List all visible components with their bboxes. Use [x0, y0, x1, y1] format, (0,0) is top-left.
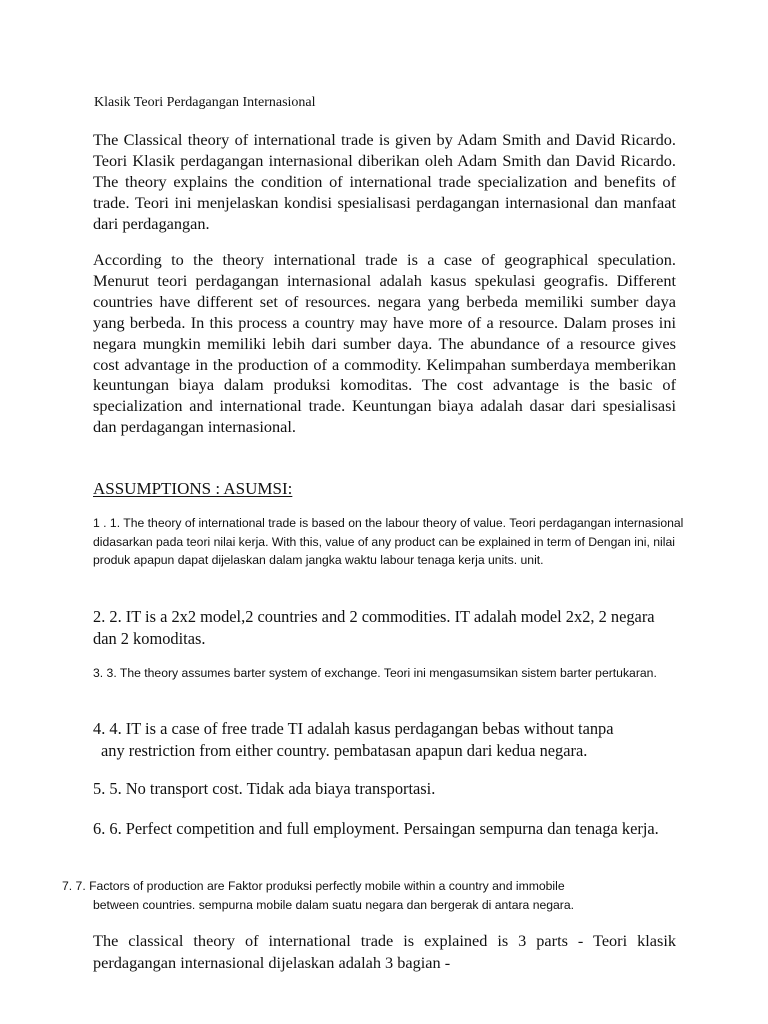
closing-paragraph: The classical theory of international trade is explained is 3 parts - Teori klasik perdagangan internasional dijelaskan adalah 3 bagian - — [93, 931, 676, 972]
assumption-item-5: 5. 5. No transport cost. Tidak ada biaya transportasi. — [93, 779, 436, 798]
assumption-item-2: 2. 2. IT is a 2x2 model,2 countries and 2 commodities. IT adalah model 2x2, 2 negara dan 2 komoditas. — [93, 607, 655, 648]
intro-paragraph: The Classical theory of international trade is given by Adam Smith and David Ricardo. Teori Klasik perdagangan internasional diberikan oleh Adam Smith dan David Ricardo. The theory explains the condition of international trade specialization and benefits of trade. Teori ini menjelaskan kondisi spesialisasi perdagangan internasional dan manfaat dari perdagangan. — [93, 130, 676, 233]
assumption-item-7 — [62, 877, 702, 914]
assumption-item-4-line-1: 4. 4. IT is a case of free trade TI adalah kasus perdagangan bebas without tanpa — [93, 719, 614, 738]
document-title: Klasik Teori Perdagangan Internasional — [94, 95, 316, 110]
assumption-item-3: 3. 3. The theory assumes barter system of exchange. Teori ini mengasumsikan sistem barter pertukaran. — [93, 666, 657, 680]
assumption-item-7-line-2: between countries. sempurna mobile dalam suatu negara dan bergerak di antara negara. — [93, 897, 575, 912]
assumptions-heading: ASSUMPTIONS : ASUMSI: — [93, 479, 293, 498]
theory-paragraph: According to the theory international trade is a case of geographical speculation. Menurut teori perdagangan internasional adalah kasus spekulasi geografis. Different countries have different set of resources. negara yang berbeda memiliki sumber daya yang berbeda. In this process a country may have more of a resource. Dalam proses ini negara mungkin memiliki lebih dari sumber daya. The abundance of a resource gives cost advantage in the production of a commodity. Kelimpahan sumberdaya memberikan keuntungan biaya dalam produksi komoditas. The cost advantage is the basic of specialization and international trade. Keuntungan biaya adalah dasar dari spesialisasi dan perdagangan internasional. — [93, 250, 676, 437]
assumption-item-7-line-1: 7. 7. Factors of production are Faktor produksi perfectly mobile within a country and immobile — [62, 879, 565, 893]
assumption-item-4-line-2: any restriction from either country. pembatasan apapun dari kedua negara. — [101, 741, 588, 760]
assumption-item-6: 6. 6. Perfect competition and full employment. Persaingan sempurna dan tenaga kerja. — [93, 819, 659, 838]
assumption-item-4 — [93, 718, 678, 762]
assumption-item-1: 1 . 1. The theory of international trade is based on the labour theory of value. Teori perdagangan internasional didasarkan pada teori nilai kerja. With this, value of any product can be explained in term of Dengan ini, nilai produk apapun dapat dijelaskan dalam jangka waktu labour tenaga kerja units. unit. — [93, 516, 684, 568]
